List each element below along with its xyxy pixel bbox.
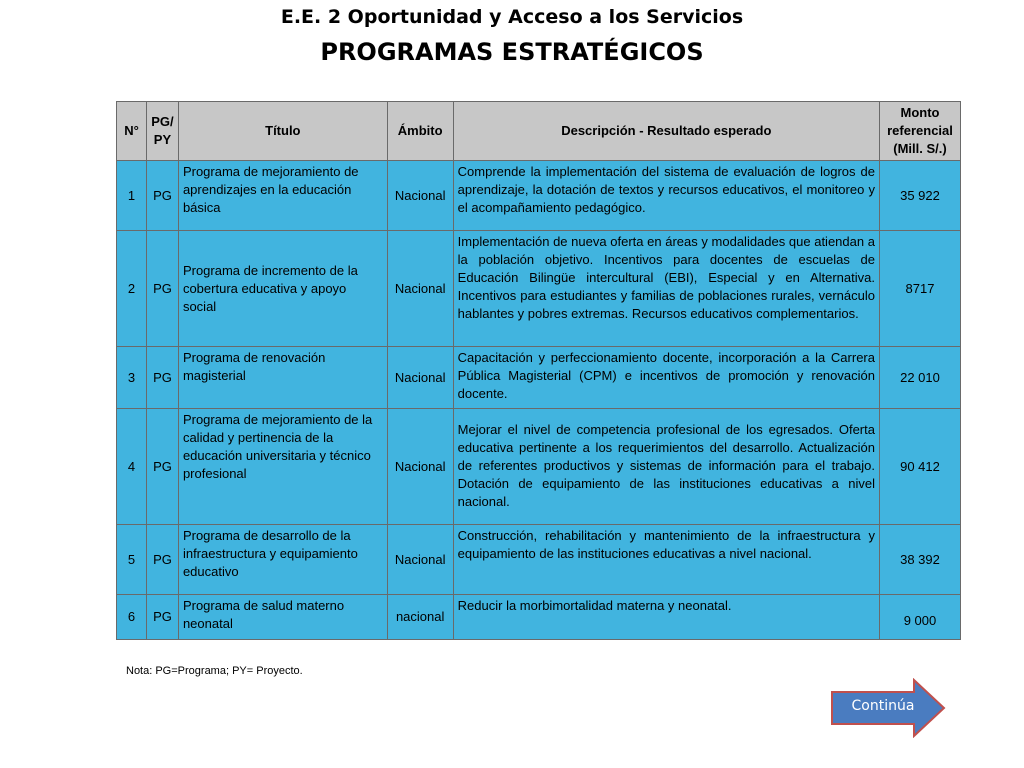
column-header-pg: PG/ PY xyxy=(146,102,178,161)
column-header-monto: Monto referencial (Mill. S/.) xyxy=(879,102,960,161)
column-header-ambito: Ámbito xyxy=(387,102,453,161)
cell-titulo: Programa de desarrollo de la infraestructura y equipamiento educativo xyxy=(178,525,387,595)
table-row xyxy=(117,595,961,640)
table-row xyxy=(117,347,961,409)
slide-title: E.E. 2 Oportunidad y Acceso a los Servicios xyxy=(280,6,744,28)
column-header-descripcion: Descripción - Resultado esperado xyxy=(453,102,879,161)
cell-descripcion: Reducir la morbimortalidad materna y neonatal. xyxy=(453,595,879,640)
cell-monto: 35 922 xyxy=(879,161,960,231)
cell-monto: 22 010 xyxy=(879,347,960,409)
cell-pg: PG xyxy=(146,231,178,347)
cell-monto: 9 000 xyxy=(879,595,960,640)
cell-num: 1 xyxy=(117,161,147,231)
cell-titulo: Programa de mejoramiento de la calidad y pertinencia de la educación universitaria y técnico profesional xyxy=(178,409,387,525)
cell-num: 5 xyxy=(117,525,147,595)
cell-descripcion: Comprende la implementación del sistema de evaluación de logros de aprendizaje, la dotación de textos y recursos educativos, el monitoreo y el acompañamiento pedagógico. xyxy=(453,161,879,231)
cell-descripcion: Implementación de nueva oferta en áreas y modalidades que atiendan a la población objetivo. Incentivos para docentes de escuelas de Educación Bilingüe intercultural (EBI), Especial y en Alternativa. Incentivos para estudiantes y familias de poblaciones rurales, vernáculo hablantes y pobres extremas. Recursos educativos complementarios. xyxy=(453,231,879,347)
cell-titulo: Programa de mejoramiento de aprendizajes en la educación básica xyxy=(178,161,387,231)
continue-label: Continúa xyxy=(851,698,915,714)
programs-table xyxy=(116,101,961,640)
cell-pg: PG xyxy=(146,595,178,640)
cell-num: 6 xyxy=(117,595,147,640)
slide-subtitle: PROGRAMAS ESTRATÉGICOS xyxy=(320,38,704,66)
cell-pg: PG xyxy=(146,347,178,409)
cell-descripcion: Mejorar el nivel de competencia profesional de los egresados. Oferta educativa pertinente a los requerimientos del desarrollo. Actualización de referentes productivos y sistemas de información para el trabajo. Dotación de equipamiento de las instituciones educativas a nivel nacional. xyxy=(453,409,879,525)
cell-pg: PG xyxy=(146,161,178,231)
cell-monto: 38 392 xyxy=(879,525,960,595)
cell-titulo: Programa de renovación magisterial xyxy=(178,347,387,409)
table-row xyxy=(117,525,961,595)
column-header-num: N° xyxy=(117,102,147,161)
cell-titulo: Programa de incremento de la cobertura educativa y apoyo social xyxy=(178,231,387,347)
cell-ambito: Nacional xyxy=(387,525,453,595)
cell-num: 3 xyxy=(117,347,147,409)
cell-descripcion: Construcción, rehabilitación y mantenimiento de la infraestructura y equipamiento de las instituciones educativas a nivel nacional. xyxy=(453,525,879,595)
column-header-titulo: Título xyxy=(178,102,387,161)
footnote: Nota: PG=Programa; PY= Proyecto. xyxy=(126,665,303,677)
table-header-row xyxy=(117,102,961,161)
cell-monto: 8717 xyxy=(879,231,960,347)
table-row xyxy=(117,409,961,525)
cell-ambito: Nacional xyxy=(387,347,453,409)
cell-ambito: nacional xyxy=(387,595,453,640)
cell-pg: PG xyxy=(146,525,178,595)
cell-descripcion: Capacitación y perfeccionamiento docente, incorporación a la Carrera Pública Magisterial (CPM) e incentivos de promoción y renovación docente. xyxy=(453,347,879,409)
continue-button[interactable] xyxy=(830,678,948,738)
cell-num: 2 xyxy=(117,231,147,347)
cell-ambito: Nacional xyxy=(387,231,453,347)
cell-pg: PG xyxy=(146,409,178,525)
cell-ambito: Nacional xyxy=(387,161,453,231)
cell-ambito: Nacional xyxy=(387,409,453,525)
cell-titulo: Programa de salud materno neonatal xyxy=(178,595,387,640)
cell-monto: 90 412 xyxy=(879,409,960,525)
cell-num: 4 xyxy=(117,409,147,525)
table-row xyxy=(117,231,961,347)
table-row xyxy=(117,161,961,231)
